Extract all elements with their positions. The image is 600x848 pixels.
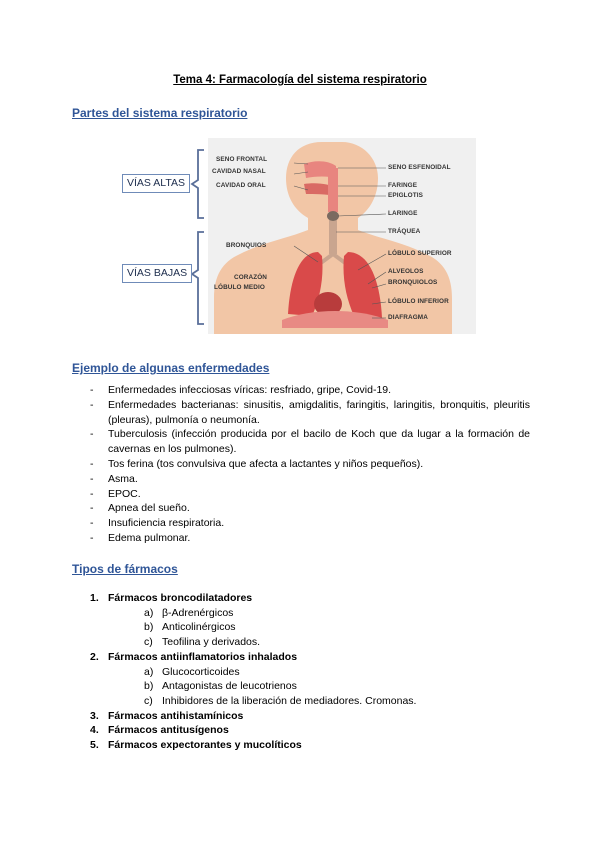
label-faringe: FARINGE xyxy=(388,182,418,189)
upper-bracket xyxy=(192,150,204,218)
label-epiglotis: EPIGLOTIS xyxy=(388,192,423,199)
label-seno-esfenoidal: SENO ESFENOIDAL xyxy=(388,164,451,171)
list-item: - EPOC. xyxy=(90,487,141,500)
list-item: - Apnea del sueño. xyxy=(90,502,190,515)
list-item: - Enfermedades infecciosas víricas: resfriado, gripe, Covid-19. xyxy=(90,384,392,396)
respiratory-diagram xyxy=(122,138,482,334)
label-laringe: LARINGE xyxy=(388,210,418,217)
upper-airways-label: VÍAS ALTAS xyxy=(122,174,190,193)
label-lobulo-inferior: LÓBULO INFERIOR xyxy=(388,298,449,305)
label-lobulo-medio: LÓBULO MEDIO xyxy=(214,284,265,291)
disease-list xyxy=(90,383,530,546)
drug-type-item: 1. Fármacos broncodilatadores a) β-Adrenérgicos b) Anticolinérgicos c) Teofilina y derivados. xyxy=(90,591,530,650)
drug-type-item: 4. Fármacos antitusígenos xyxy=(90,724,229,737)
drug-subtype-item: b) Antagonistas de leucotrienos xyxy=(144,680,297,693)
drug-type-item: 3. Fármacos antihistamínicos xyxy=(90,709,244,722)
label-corazon: CORAZÓN xyxy=(234,274,268,281)
section-heading-parts: Partes del sistema respiratorio xyxy=(72,106,248,120)
page-title: Tema 4: Farmacología del sistema respiratorio xyxy=(173,74,427,86)
section-heading-drugs: Tipos de fármacos xyxy=(72,562,178,576)
drug-subtype-list xyxy=(108,606,530,650)
list-item: - Tos ferina (tos convulsiva que afecta a lactantes y niños pequeños). xyxy=(90,457,424,470)
pharynx-shape xyxy=(328,168,338,212)
label-cavidad-oral: CAVIDAD ORAL xyxy=(216,182,266,189)
drug-type-item: 5. Fármacos expectorantes y mucolíticos xyxy=(90,739,302,752)
label-seno-frontal: SENO FRONTAL xyxy=(216,156,268,163)
drug-subtype-item: c) Inhibidores de la liberación de mediadores. Cromonas. xyxy=(144,694,417,707)
drug-subtype-item: b) Anticolinérgicos xyxy=(144,621,236,634)
lower-bracket xyxy=(192,232,204,324)
list-item: - Asma. xyxy=(90,472,138,485)
label-bronquios: BRONQUIOS xyxy=(226,242,267,249)
drug-subtype-item: c) Teofilina y derivados. xyxy=(144,636,261,649)
label-diafragma: DIAFRAGMA xyxy=(388,314,428,321)
list-item: - Enfermedades bacterianas: sinusitis, amigdalitis, faringitis, laringitis, bronquitis, pleuritis (pleuras), pulmonía o neumonía. xyxy=(90,398,530,426)
larynx-shape xyxy=(327,211,339,221)
label-lobulo-superior: LÓBULO SUPERIOR xyxy=(388,250,452,257)
drug-subtype-list xyxy=(108,665,530,709)
list-item: - Insuficiencia respiratoria. xyxy=(90,517,225,530)
drug-subtype-item: a) β-Adrenérgicos xyxy=(144,606,234,619)
label-traquea: TRÁQUEA xyxy=(388,228,421,235)
list-item: - Tuberculosis (infección producida por el bacilo de Koch que da lugar a la formación de cavernas en los pulmones). xyxy=(90,428,530,456)
section-heading-diseases: Ejemplo de algunas enfermedades xyxy=(72,361,270,375)
label-cavidad-nasal: CAVIDAD NASAL xyxy=(212,168,266,175)
lower-airways-label: VÍAS BAJAS xyxy=(122,264,192,283)
label-bronquiolos: BRONQUIOLOS xyxy=(388,279,438,286)
drug-type-item: 2. Fármacos antiinflamatorios inhalados a) Glucocorticoides b) Antagonistas de leucotrienos c) Inhibidores de la liberación de mediadores. Cromonas. xyxy=(90,650,530,709)
list-item: - Edema pulmonar. xyxy=(90,531,191,544)
drug-type-list xyxy=(90,591,530,753)
label-alveolos: ALVEOLOS xyxy=(388,268,424,275)
drug-subtype-item: a) Glucocorticoides xyxy=(144,665,240,678)
